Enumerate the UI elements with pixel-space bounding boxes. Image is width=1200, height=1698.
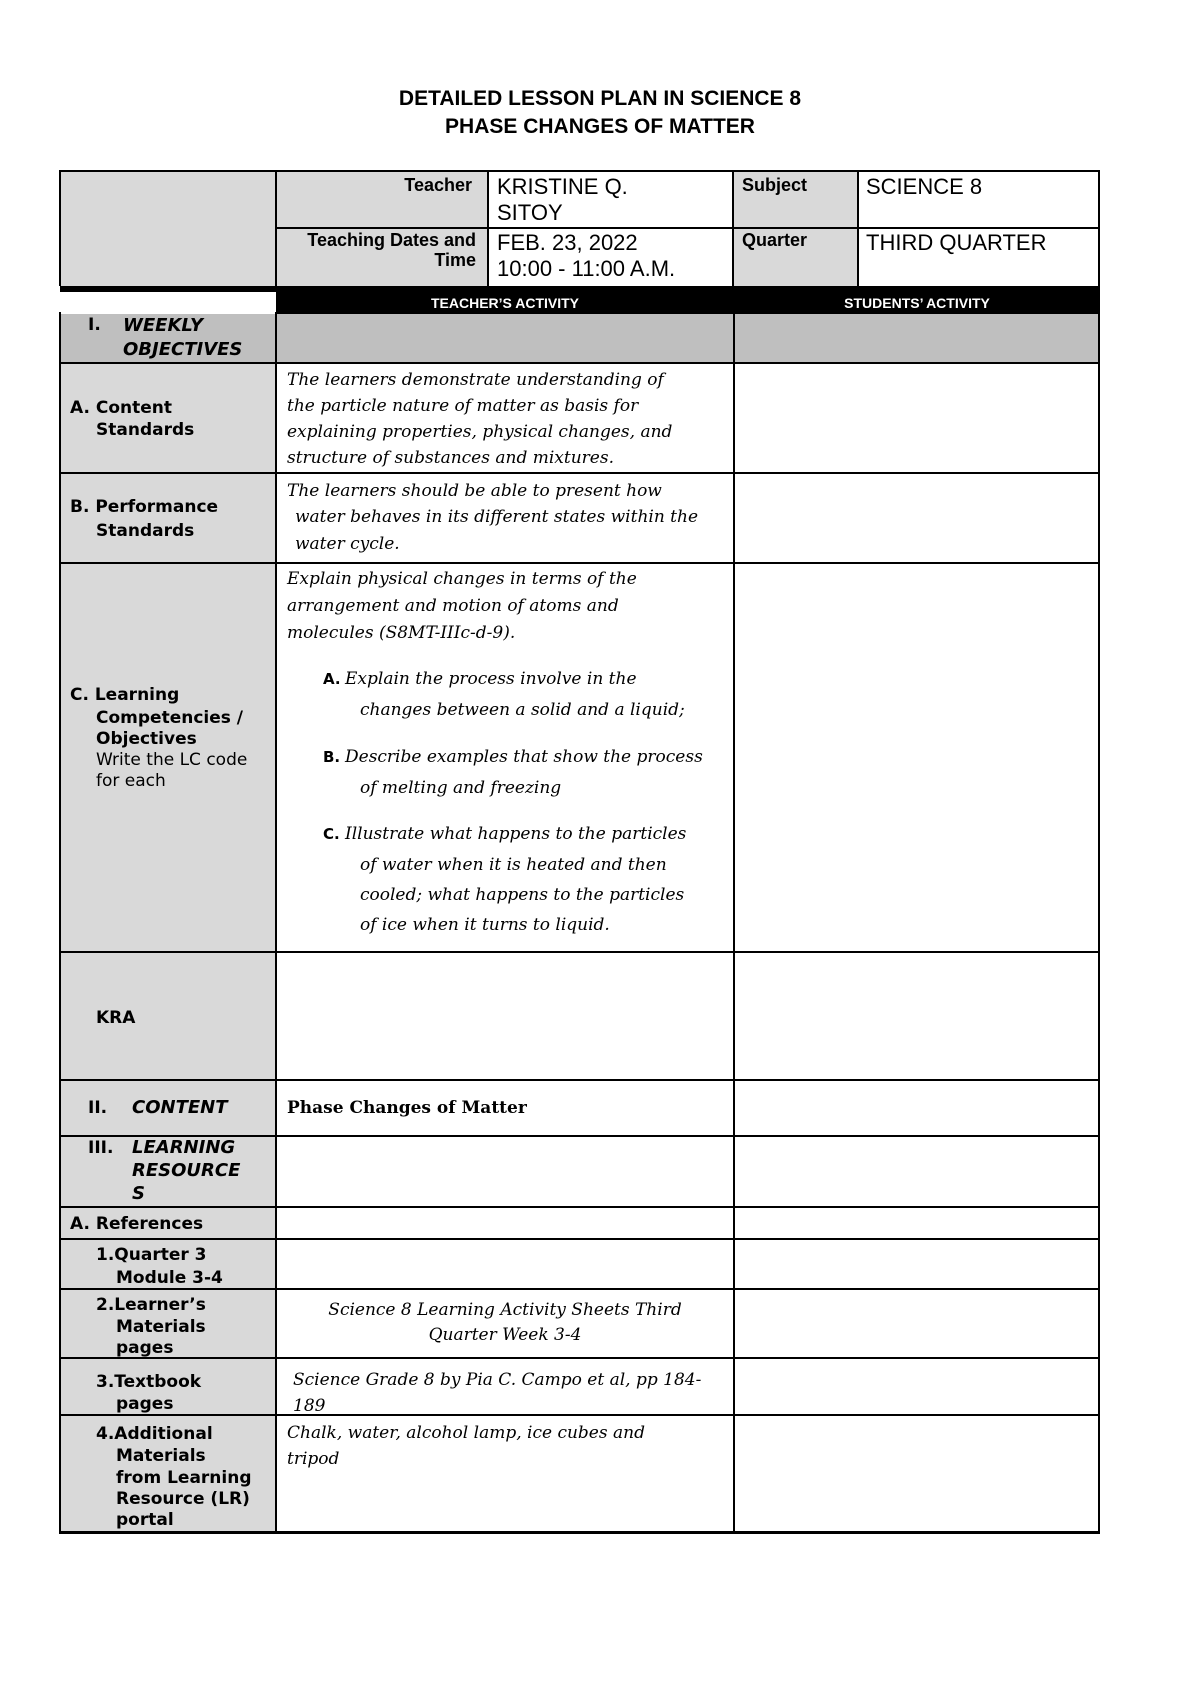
objective-c-line2: of water when it is heated and then <box>360 855 667 875</box>
learning-resources-line3: S <box>132 1183 145 1204</box>
ref4-text-line2: tripod <box>287 1449 340 1469</box>
weekly-objectives-line2: OBJECTIVES <box>123 339 243 360</box>
ref2-line2: Materials <box>116 1317 206 1337</box>
ref4-line3: from Learning <box>116 1468 252 1488</box>
kra-label: KRA <box>96 1008 136 1028</box>
objective-c-line4: of ice when it turns to liquid. <box>360 915 610 935</box>
teachers-activity-header: TEACHER’S ACTIVITY <box>430 295 580 311</box>
learning-resources-line1: LEARNING <box>132 1137 236 1158</box>
learning-competencies-label-line1: C. Learning <box>70 685 180 705</box>
objective-c-line3: cooled; what happens to the particles <box>360 885 685 905</box>
header-left-blank <box>60 172 276 286</box>
content-value: Phase Changes of Matter <box>287 1098 527 1118</box>
subject-label: Subject <box>742 175 808 195</box>
ref3-text-line2: 189 <box>293 1396 326 1416</box>
subject-value: SCIENCE 8 <box>866 174 983 199</box>
learning-competencies-label-line5: for each <box>96 771 166 791</box>
content-label: CONTENT <box>132 1097 228 1118</box>
performance-standards-text-line3: water cycle. <box>295 534 400 554</box>
objective-c-line1: Illustrate what happens to the particles <box>345 824 687 844</box>
content-standards-text-line1: The learners demonstrate understanding of <box>287 370 664 390</box>
references-label: A. References <box>70 1214 204 1234</box>
teacher-value-line1: KRISTINE Q. <box>497 174 628 199</box>
ref4-line1: 4.Additional <box>96 1424 213 1444</box>
content-standards-label-line2: Standards <box>96 420 195 440</box>
content-standards-label-line1: A. Content <box>70 398 172 418</box>
dates-value-line1: FEB. 23, 2022 <box>497 230 638 255</box>
learning-competencies-label-line2: Competencies / <box>96 708 244 728</box>
ref3-line2: pages <box>116 1394 174 1414</box>
ref1-line2: Module 3-4 <box>116 1268 223 1288</box>
ref4-line4: Resource (LR) <box>116 1489 250 1509</box>
teacher-value-line2: SITOY <box>497 200 563 225</box>
ref1-line1: 1.Quarter 3 <box>96 1245 207 1265</box>
ref3-line1: 3.Textbook <box>96 1372 202 1392</box>
ref2-line1: 2.Learner’s <box>96 1295 206 1315</box>
ref4-line2: Materials <box>116 1446 206 1466</box>
objective-b-marker: B. <box>323 748 341 766</box>
performance-standards-label-line1: B. Performance <box>70 497 219 517</box>
performance-standards-text-line2: water behaves in its different states within the <box>295 507 699 527</box>
objective-a-line1: Explain the process involve in the <box>345 669 637 689</box>
dates-value-line2: 10:00 - 11:00 A.M. <box>497 256 676 281</box>
learning-competency-text-line2: arrangement and motion of atoms and <box>287 596 619 616</box>
learning-competency-text-line3: molecules (S8MT-IIIc-d-9). <box>287 623 516 643</box>
quarter-value: THIRD QUARTER <box>866 230 1047 255</box>
content-standards-text-line4: structure of substances and mixtures. <box>287 448 614 468</box>
dates-label-line1: Teaching Dates and <box>307 230 476 250</box>
performance-standards-label-line2: Standards <box>96 521 195 541</box>
ref2-text-line2: Quarter Week 3-4 <box>428 1325 582 1345</box>
learning-resources-line2: RESOURCE <box>132 1160 241 1181</box>
column-header-gap <box>60 292 276 314</box>
ref4-text-line1: Chalk, water, alcohol lamp, ice cubes and <box>287 1423 645 1443</box>
dates-label-line2: Time <box>434 250 476 270</box>
objective-b-line1: Describe examples that show the process <box>345 747 703 767</box>
learning-competencies-label-line4: Write the LC code <box>96 750 248 770</box>
quarter-label: Quarter <box>742 230 808 250</box>
students-activity-header: STUDENTS’ ACTIVITY <box>844 295 990 311</box>
ref4-line5: portal <box>116 1510 174 1530</box>
learning-competency-text-line1: Explain physical changes in terms of the <box>287 569 637 589</box>
objective-b-line2: of melting and freezing <box>360 778 562 798</box>
weekly-objectives-line1: WEEKLY <box>123 315 204 336</box>
objective-c-marker: C. <box>323 825 340 843</box>
ref2-line3: pages <box>116 1338 174 1358</box>
teacher-label: Teacher <box>404 175 472 195</box>
learning-resources-number: III. <box>88 1138 114 1158</box>
performance-standards-text-line1: The learners should be able to present how <box>287 481 662 501</box>
content-standards-text-line2: the particle nature of matter as basis for <box>287 396 639 416</box>
content-standards-text-line3: explaining properties, physical changes, and <box>287 422 673 442</box>
objective-a-marker: A. <box>323 670 341 688</box>
content-number: II. <box>88 1098 108 1118</box>
ref2-text-line1: Science 8 Learning Activity Sheets Third <box>328 1300 682 1320</box>
ref3-text-line1: Science Grade 8 by Pia C. Campo et al, pp 184- <box>293 1370 702 1390</box>
document-title: DETAILED LESSON PLAN IN SCIENCE 8 <box>398 87 802 110</box>
objective-a-line2: changes between a solid and a liquid; <box>360 700 685 720</box>
learning-competencies-label-line3: Objectives <box>96 729 197 749</box>
document-subtitle: PHASE CHANGES OF MATTER <box>445 115 755 138</box>
weekly-objectives-number: I. <box>88 315 101 335</box>
